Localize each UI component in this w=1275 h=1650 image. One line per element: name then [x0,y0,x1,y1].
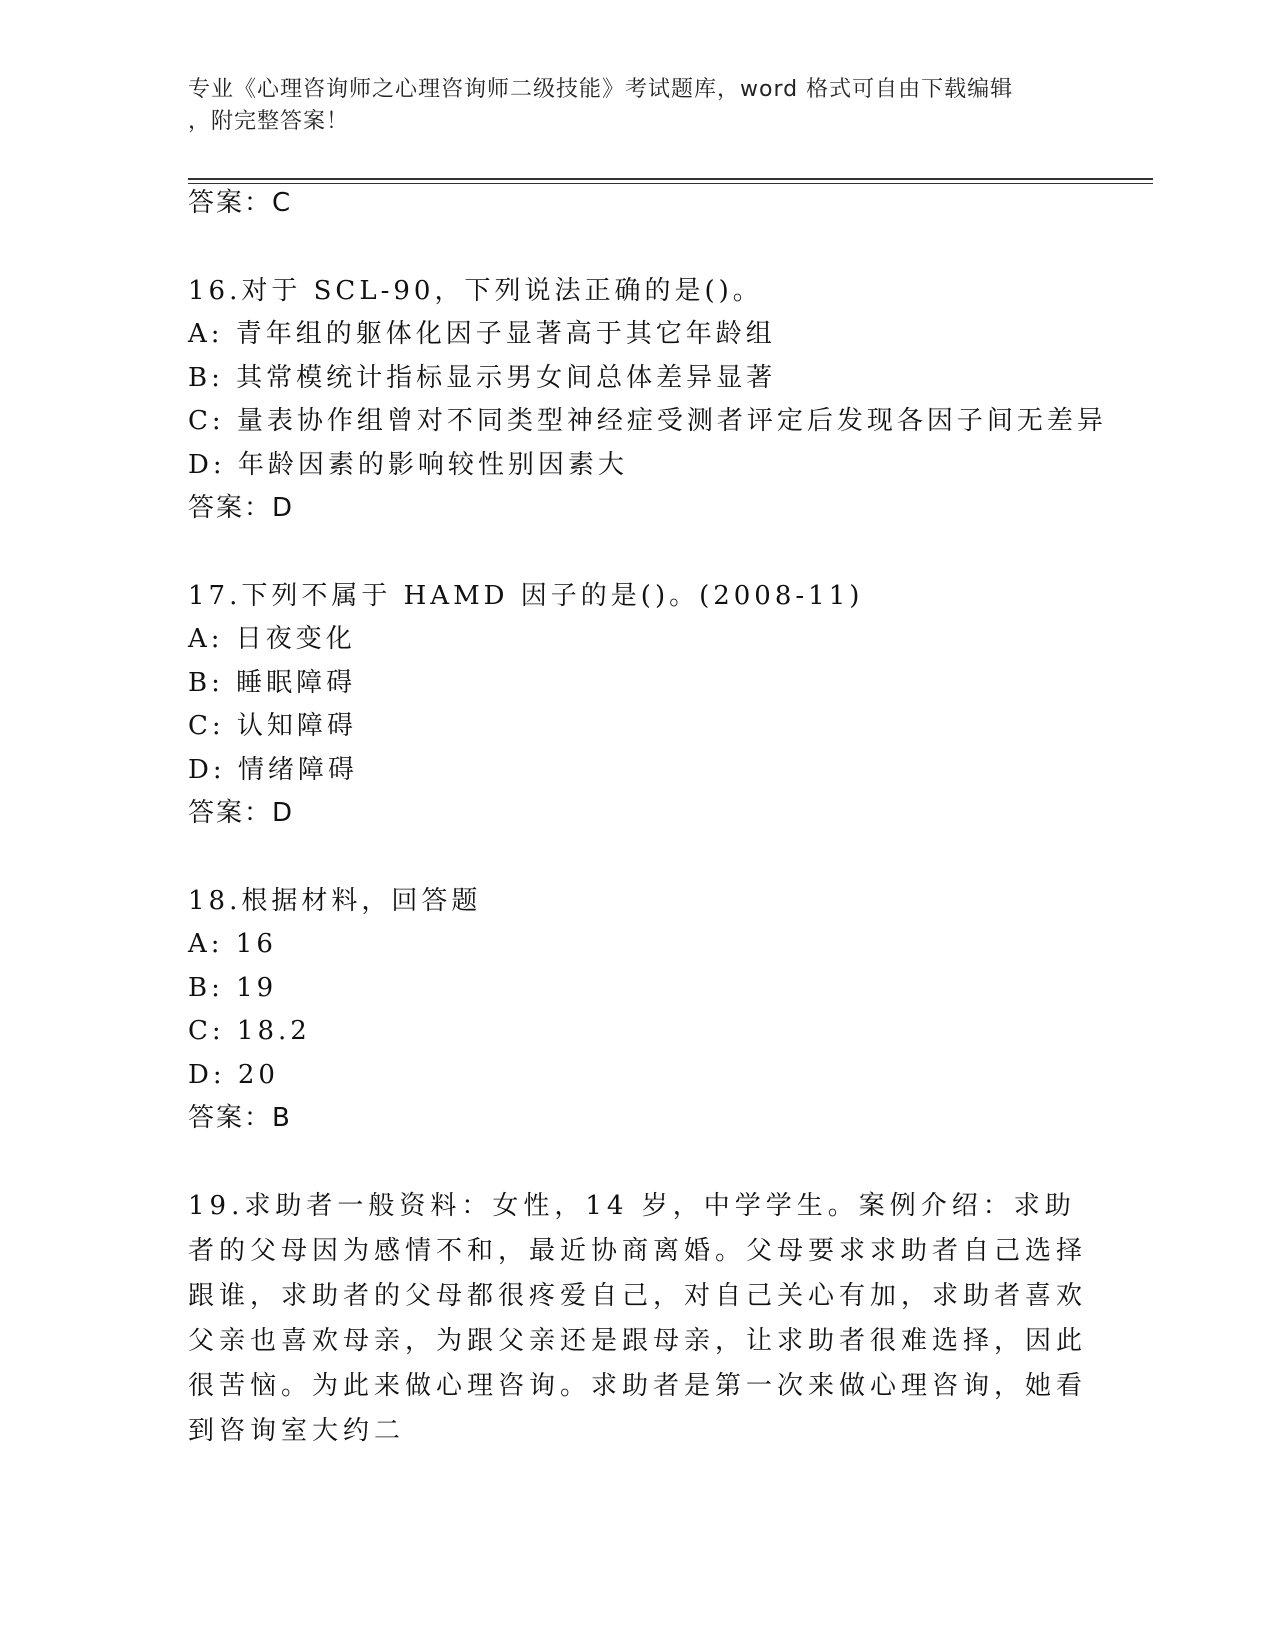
question-18-option-b: B: 19 [188,973,278,1003]
question-17-option-d: D: 情绪障碍 [188,755,358,785]
question-18-option-a: A: 16 [188,929,277,959]
question-18-option-c: C: 18.2 [188,1016,311,1046]
question-16-option-d: D: 年龄因素的影响较性别因素大 [188,450,628,480]
question-16-option-b: B: 其常模统计指标显示男女间总体差异显著 [188,363,777,393]
answer-17: 答案：D [188,798,295,828]
answer-16: 答案：D [188,493,295,523]
header-line-1: 专业《心理咨询师之心理咨询师二级技能》考试题库，word 格式可自由下载编辑 [188,77,1014,102]
question-16-stem: 16.对于 SCL-90，下列说法正确的是()。 [188,276,763,306]
question-18-stem: 18.根据材料，回答题 [188,886,482,916]
question-19-stem: 19.求助者一般资料：女性，14 岁，中学学生。案例介绍：求助者的父母因为感情不和，最近协商离婚。父母要求求助者自己选择跟谁，求助者的父母都很疼爱自己，对自己关心有加，求助者喜欢父亲也喜欢母亲，为跟父亲还是跟母亲，让求助者很难选择，因此很苦恼。为此来做心理咨询。求助者是第一次来做心理咨询，她看到咨询室大约二 [188,1191,1088,1446]
question-17-option-b: B: 睡眠障碍 [188,668,357,698]
question-16-option-c: C: 量表协作组曾对不同类型神经症受测者评定后发现各因子间无差异 [188,406,1107,436]
question-17-option-c: C: 认知障碍 [188,711,357,741]
question-17-stem: 17.下列不属于 HAMD 因子的是()。(2008-11) [188,581,864,611]
header-divider-thin [188,183,1153,184]
answer-15: 答案：C [188,188,293,218]
question-16-option-a: A: 青年组的躯体化因子显著高于其它年龄组 [188,319,776,349]
question-17-option-a: A: 日夜变化 [188,624,356,654]
document-header [188,74,1068,138]
header-divider-thick [188,178,1153,180]
header-line-2: ，附完整答案！ [188,109,350,134]
question-18-option-d: D: 20 [188,1060,279,1090]
answer-18: 答案：B [188,1103,292,1133]
